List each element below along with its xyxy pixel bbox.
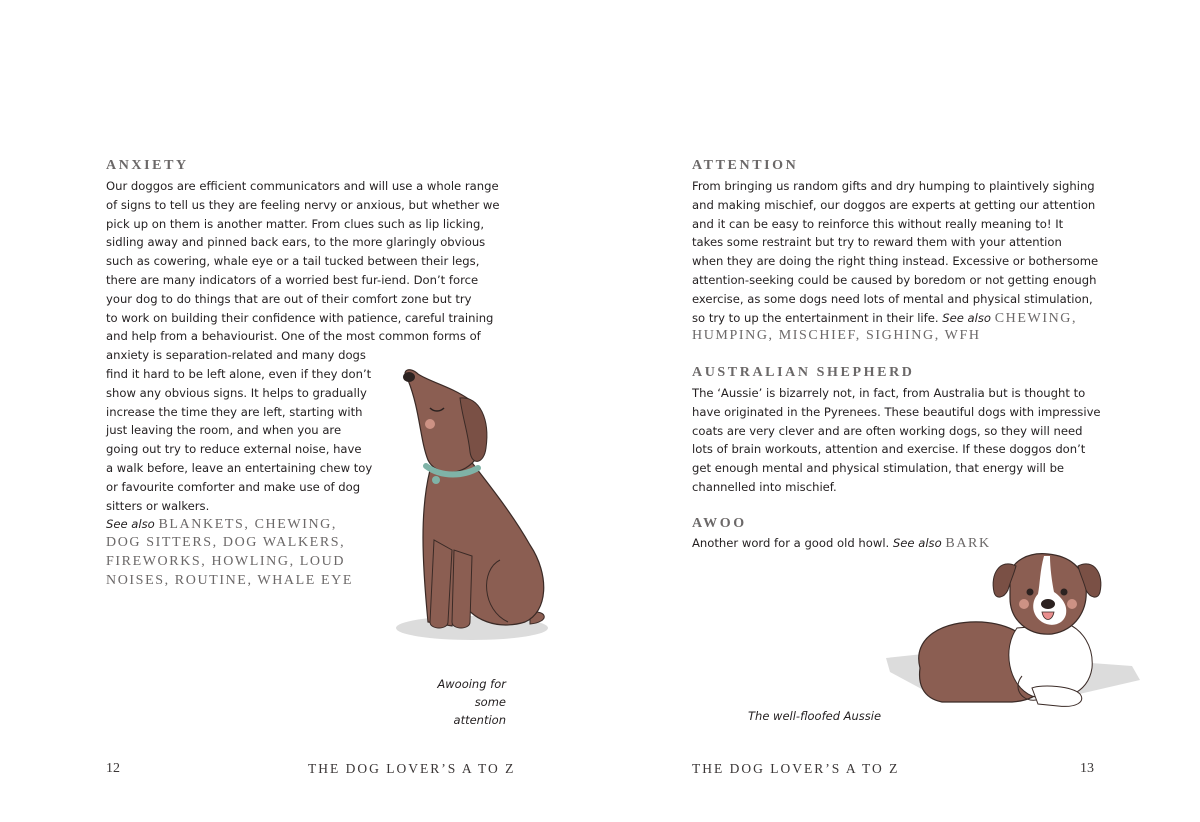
anxiety-line: of signs to tell us they are feeling nervy or anxious, but whether we (106, 197, 500, 212)
attention-line: attention-seeking could be caused by boredom or not getting enough (692, 272, 1097, 287)
cross-reference: FIREWORKS, HOWLING, LOUD (106, 553, 346, 569)
caption-line: some attention (453, 695, 506, 727)
australian-shepherd-line: get enough mental and physical stimulation, that energy will be (692, 461, 1065, 476)
anxiety-line: such as cowering, whale eye or a tail tucked between their legs, (106, 254, 480, 269)
anxiety-line: Our doggos are efficient communicators and will use a whole range (106, 179, 499, 193)
anxiety-line: sitters or walkers. (106, 498, 210, 513)
attention-line-text: so try to up the entertainment in their life. (692, 310, 939, 325)
australian-shepherd-line: have originated in the Pyrenees. These beautiful dogs with impressive (692, 404, 1101, 419)
running-head: THE DOG LOVER’S A TO Z (308, 761, 516, 776)
attention-line: when they are doing the right thing instead. Excessive or bothersome (692, 254, 1099, 269)
see-also-label: See also (892, 536, 942, 550)
see-also-label: See also (106, 517, 155, 532)
aussie-dog-illustration (882, 548, 1147, 723)
attention-line: and making mischief, our doggos are experts at getting our attention (692, 197, 1096, 212)
anxiety-line: going out try to reduce external noise, have (106, 442, 362, 457)
page-number: 12 (106, 761, 120, 776)
australian-shepherd-line: coats are very clever and are often working dogs, so they will need (692, 423, 1083, 438)
anxiety-line: there are many indicators of a worried best fur-iend. Don’t force (106, 272, 479, 287)
attention-line: takes some restraint but try to reward them with your attention (692, 235, 1062, 250)
cross-reference: CHEWING, (994, 310, 1078, 326)
anxiety-line: sidling away and pinned back ears, to the more glaringly obvious (106, 235, 486, 250)
attention-line: From bringing us random gifts and dry humping to plaintively sighing (692, 179, 1095, 193)
anxiety-line: show any obvious signs. It helps to gradually (106, 385, 367, 400)
anxiety-line: anxiety is separation-related and many dogs (106, 348, 366, 363)
attention-line (692, 309, 1098, 328)
anxiety-line: find it hard to be left alone, even if they don’t (106, 366, 372, 381)
anxiety-line: pick up on them is another matter. From clues such as lip licking, (106, 216, 485, 231)
attention-line: exercise, as some dogs need lots of mental and physical stimulation, (692, 291, 1093, 306)
anxiety-line: or favourite comforter and make use of dog (106, 479, 361, 494)
australian-shepherd-line: The ‘Aussie’ is bizarrely not, in fact, from Australia but is thought to (692, 386, 1086, 400)
right-page (600, 0, 1200, 822)
entry-heading-attention: ATTENTION (692, 158, 799, 173)
cross-reference: BLANKETS, CHEWING, (158, 517, 337, 533)
howling-dog-illustration (390, 360, 560, 645)
attention-body (692, 177, 1098, 346)
anxiety-line: increase the time they are left, starting with (106, 404, 363, 419)
caption-aussie: The well-floofed Aussie (748, 709, 882, 723)
anxiety-line: your dog to do things that are out of their comfort zone but try (106, 291, 472, 306)
cross-reference: DOG SITTERS, DOG WALKERS, (106, 535, 346, 551)
cross-reference: BARK (945, 536, 991, 551)
running-head: THE DOG LOVER’S A TO Z (692, 761, 900, 776)
entry-heading-australian-shepherd: AUSTRALIAN SHEPHERD (692, 365, 915, 380)
anxiety-line: to work on building their confidence with patience, careful training (106, 310, 494, 325)
awoo-text: Another word for a good old howl. (692, 536, 890, 550)
anxiety-line: a walk before, leave an entertaining chew toy (106, 460, 373, 475)
australian-shepherd-body (692, 384, 1101, 497)
page-number: 13 (1080, 761, 1094, 776)
caption-howling-dog (424, 675, 506, 729)
cross-reference: NOISES, ROUTINE, WHALE EYE (106, 572, 354, 588)
australian-shepherd-line: lots of brain workouts, attention and exercise. If these doggos don’t (692, 442, 1086, 457)
entry-heading-awoo: AWOO (692, 516, 747, 531)
anxiety-line: just leaving the room, and when you are (106, 423, 342, 438)
cross-reference: HUMPING, MISCHIEF, SIGHING, WFH (692, 328, 981, 344)
see-also-label: See also (942, 310, 992, 325)
entry-heading-anxiety: ANXIETY (106, 158, 189, 173)
australian-shepherd-line: channelled into mischief. (692, 479, 837, 494)
caption-line: Awooing for (437, 677, 506, 691)
anxiety-line: and help from a behaviourist. One of the most common forms of (106, 329, 481, 344)
attention-line: and it can be easy to reinforce this without really meaning to! It (692, 216, 1064, 231)
